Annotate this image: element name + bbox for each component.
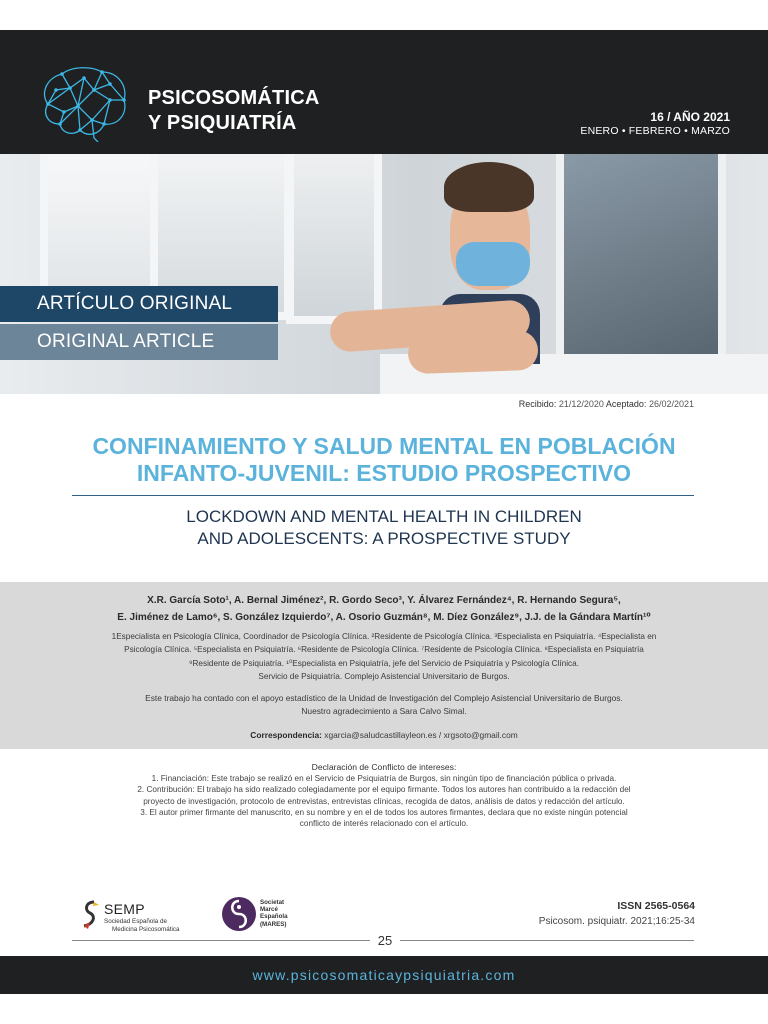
conflict-of-interest bbox=[100, 762, 668, 829]
correspondence-emails[interactable]: xgarcia@saludcastillayleon.es / xrgsoto@gmail.com bbox=[324, 730, 518, 740]
journal-title-line1: PSICOSOMÁTICA bbox=[148, 87, 320, 109]
accepted-date: 26/02/2021 bbox=[648, 399, 694, 409]
issn-block bbox=[539, 900, 695, 927]
article-type-es: ARTÍCULO ORIGINAL bbox=[0, 286, 278, 322]
mares-line3: Española bbox=[260, 913, 288, 921]
title-es-line1: CONFINAMIENTO Y SALUD MENTAL EN POBLACIÓN bbox=[92, 433, 676, 459]
top-margin bbox=[0, 0, 768, 30]
affiliation-line1: 1Especialista en Psicología Clínica, Coordinador de Psicología Clínica. ²Residente de Psicología Clínica. ³Especialista en Psiquiatría. ⁴Especialista en bbox=[111, 632, 657, 641]
footer-rule-left bbox=[72, 940, 370, 941]
affiliation-line2: Psicología Clínica. ⁵Especialista en Psiquiatría. ⁶Residente de Psicología Clínica. ⁷Residente de Psicología Clínica. ⁸Especialista en Psiquiatría bbox=[124, 645, 644, 655]
article-dates bbox=[519, 399, 694, 409]
journal-title bbox=[148, 86, 320, 136]
hero-face-mask bbox=[456, 242, 530, 286]
affiliation-line4: Servicio de Psiquiatría. Complejo Asistencial Universitario de Burgos. bbox=[258, 672, 510, 682]
hero-hair bbox=[444, 162, 534, 212]
page-number: 25 bbox=[377, 933, 393, 948]
coi-title: Declaración de Conflicto de intereses: bbox=[311, 762, 457, 772]
received-date: 21/12/2020 bbox=[558, 399, 604, 409]
mares-line4: (MARES) bbox=[260, 920, 287, 928]
acknowledgement bbox=[0, 692, 768, 718]
coi-line4: 3. El autor primer firmante del manuscrito, en su nombre y en el de todos los autores firmantes, declara que no existe ningún potencial bbox=[140, 807, 628, 817]
correspondence bbox=[0, 730, 768, 740]
accepted-label: Aceptado: bbox=[605, 399, 647, 409]
issue-months: ENERO • FEBRERO • MARZO bbox=[580, 125, 730, 137]
affiliation-line3: ⁹Residente de Psiquiatría. ¹⁰Especialista en Psiquiatría, jefe del Servicio de Psiquiatría y Psicología Clínica. bbox=[189, 658, 579, 668]
coi-line2: 2. Contribución: El trabajo ha sido realizado colegiadamente por el equipo firmante. Todos los autores han contribuido a la redacción del bbox=[137, 785, 631, 795]
mares-line1: Societat bbox=[260, 899, 285, 906]
title-divider bbox=[72, 495, 694, 496]
semp-sub1: Sociedad Española de bbox=[104, 918, 168, 925]
brain-network-icon bbox=[34, 64, 130, 142]
title-es-line2: INFANTO-JUVENIL: ESTUDIO PROSPECTIVO bbox=[136, 460, 632, 486]
article-type-en: ORIGINAL ARTICLE bbox=[0, 324, 278, 360]
coi-line3: proyecto de investigación, protocolo de entrevistas, entrevistas clínicas, recogida de datos, análisis de datos y redacción del artículo. bbox=[143, 796, 625, 806]
hero-window-frame bbox=[286, 154, 382, 324]
authors-line1: X.R. García Soto¹, A. Bernal Jiménez², R. Gordo Seco³, Y. Álvarez Fernández⁴, R. Hernando Segura⁵, bbox=[147, 595, 621, 606]
journal-header bbox=[0, 30, 768, 154]
footer-rule-right bbox=[400, 940, 694, 941]
issn-number: ISSN 2565-0564 bbox=[617, 900, 695, 912]
ack-line2: Nuestro agradecimiento a Sara Calvo Simal. bbox=[301, 706, 467, 716]
issue-number: 16 / AÑO 2021 bbox=[650, 110, 730, 124]
semp-name: SEMP bbox=[104, 901, 145, 917]
coi-line1: 1. Financiación: Este trabajo se realizó en el Servicio de Psiquiatría de Burgos, sin ningún tipo de financiación pública o privada. bbox=[151, 774, 617, 784]
authors-line2: E. Jiménez de Lamo⁶, S. González Izquierdo⁷, A. Osorio Guzmán⁸, M. Díez González⁹, J.J. de la Gándara Martín¹⁰ bbox=[117, 612, 651, 623]
article-title-es bbox=[0, 433, 768, 487]
website-link[interactable]: www.psicosomaticaypsiquiatria.com bbox=[252, 967, 516, 983]
issue-info bbox=[580, 110, 730, 137]
semp-logo bbox=[80, 896, 220, 936]
bottom-margin bbox=[0, 994, 768, 1024]
semp-logo-icon bbox=[80, 900, 102, 930]
correspondence-label: Correspondencia: bbox=[250, 730, 322, 740]
title-en-line2: AND ADOLESCENTS: A PROSPECTIVE STUDY bbox=[197, 529, 571, 548]
semp-sub2: Medicina Psicosomática bbox=[112, 925, 180, 933]
title-en-line1: LOCKDOWN AND MENTAL HEALTH IN CHILDREN bbox=[186, 507, 582, 526]
ack-line1: Este trabajo ha contado con el apoyo estadístico de la Unidad de Investigación del Complejo Asistencial Universitario de Burgos. bbox=[145, 693, 623, 703]
semp-subtitle bbox=[104, 918, 214, 933]
citation: Psicosom. psiquiatr. 2021;16:25-34 bbox=[538, 916, 695, 927]
hero-forearm bbox=[407, 330, 538, 375]
mares-logo bbox=[222, 897, 312, 937]
mares-line2: Marcé bbox=[260, 906, 278, 914]
journal-title-line2: Y PSIQUIATRÍA bbox=[148, 112, 297, 134]
mares-logo-text bbox=[260, 899, 288, 928]
author-list bbox=[0, 592, 768, 626]
mares-logo-icon bbox=[222, 897, 256, 931]
affiliations bbox=[60, 630, 708, 684]
hero-window-right bbox=[556, 154, 726, 374]
received-label: Recibido: bbox=[518, 399, 557, 409]
coi-line5: conflicto de interés relacionado con el artículo. bbox=[299, 819, 469, 829]
article-title-en bbox=[0, 506, 768, 550]
